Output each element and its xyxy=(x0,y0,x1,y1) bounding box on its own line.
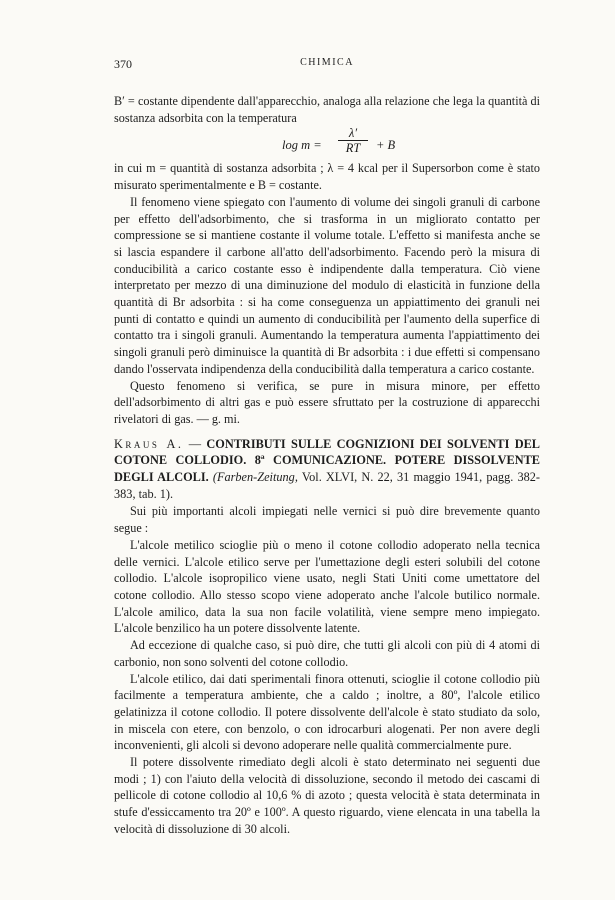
paragraph-other-gases: Questo fenomeno si verifica, se pure in misura minore, per effetto dell'adsorbimento di altri gas e può essere sfruttato per la costruzione di apparecchi rivelatori di gas. — g. mi. xyxy=(114,378,540,426)
paragraph-constant-b: B′ = costante dipendente dall'apparecchio, analoga alla relazione che lega la quantità di sostanza adsorbita con la temperatura xyxy=(114,94,540,125)
article-author: Kraus A. xyxy=(114,436,184,451)
paragraph-phenomenon: Il fenomeno viene spiegato con l'aumento di volume dei singoli granuli di carbone per effetto dell'adsorbimento, che si trasforma in un migliorato contatto per compressione se si mantiene costante il volume totale. L'effetto si manifesta anche se si lascia espandere il carbone all'atto dell'adsorbimento. Facendo però la misura di conducibilità a carico costante esso è indipendente dalla temperatura. Ciò viene interpretato per mezzo di una diminuzione del modulo di elasticità in funzione della quantità di Br adsorbita : si ha come conseguenza un appiattimento dei granuli nei punti di contatto e quindi un aumento di conducibilità per l'aumento della superfice di contatto tra i singoli granuli. Aumentando la temperatura aumenta l'appiattimento dei singoli granuli però diminuisce la quantità di Br adsorbita : i due effetti si compensano dando l'osservata indipendenza della conducibilità dalla temperatura a carico costante. xyxy=(114,194,540,376)
formula-rhs: + B xyxy=(376,138,396,153)
article-source-details: Vol. XLVI, N. 22, 31 maggio 1941, pagg. 382-383, tab. 1). xyxy=(114,470,540,501)
paragraph-exceptions: Ad eccezione di qualche caso, si può dire, che tutti gli alcoli con più di 4 atomi di carbonio, non sono solventi del cotone collodio. xyxy=(114,638,540,669)
page-number: 370 xyxy=(114,57,132,71)
article-dash: — xyxy=(183,436,207,451)
paragraph-intro: Sui più importanti alcoli impiegati nelle vernici si può dire brevemente quanto segue : xyxy=(114,504,540,536)
paragraph-methods: Il potere dissolvente rimediato degli alcoli è stato determinato nei seguenti due modi ; 1) con l'aiuto della velocità di dissoluzione, secondo il metodo dei cascami di pellicole di cotone collodio al 10,6 % di azoto ; questa velocità è stata determinata in stufe d'essiccamento tra 20º e 100º. A questo riguardo, viene elencata in una tabella la velocità di dissoluzione di 30 alcoli. xyxy=(114,755,540,836)
page-header xyxy=(114,57,540,73)
formula-denominator: RT xyxy=(345,141,361,156)
formula-fraction xyxy=(338,126,368,156)
formula-lhs: log m = xyxy=(282,138,322,153)
formula-log-m xyxy=(114,126,540,160)
article-heading xyxy=(114,436,540,503)
running-title: CHIMICA xyxy=(300,57,354,68)
formula-numerator: λ′ xyxy=(338,126,368,141)
page-body xyxy=(114,93,540,838)
article-journal: (Farben-Zeitung, xyxy=(212,470,298,485)
paragraph-ethyl: L'alcole etilico, dai dati sperimentali finora ottenuti, scioglie il cotone collodio più facilmente a temperatura ambiente, che a caldo ; inoltre, a 80º, l'alcole etilico gelatinizza il cotone collodio. Il potere dissolvente dell'alcole è stato studiato da solo, in miscela con etere, con benzolo, o con idrocarburi alogenati. Per non avere degli inconvenienti, gli alcoli si devono adoperare nelle qualità commercialmente pure. xyxy=(114,671,540,753)
paragraph-alcohols: L'alcole metilico scioglie più o meno il cotone collodio adoperato nella tecnica delle vernici. L'alcole etilico serve per l'umettazione degli esteri solubili del cotone collodio. L'alcole isopropilico viene usato, negli Stati Uniti come umettatore del cotone collodio. Allo stesso scopo viene adoperato anche l'alcole butilico normale. L'alcole amilico, data la sua non facile volatilità, viene sempre meno impiegato. L'alcole benzilico ha un potere dissolvente latente. xyxy=(114,537,540,636)
article-title: CONTRIBUTI SULLE COGNIZIONI DEI SOLVENTI DEL COTONE COLLODIO. 8ª COMUNICAZIONE. POTERE DISSOLVENTE DEGLI ALCOLI. xyxy=(114,436,541,485)
paragraph-definitions: in cui m = quantità di sostanza adsorbita ; λ = 4 kcal per il Supersorbon come è stato misurato sperimentalmente e B = costante. xyxy=(114,161,540,193)
